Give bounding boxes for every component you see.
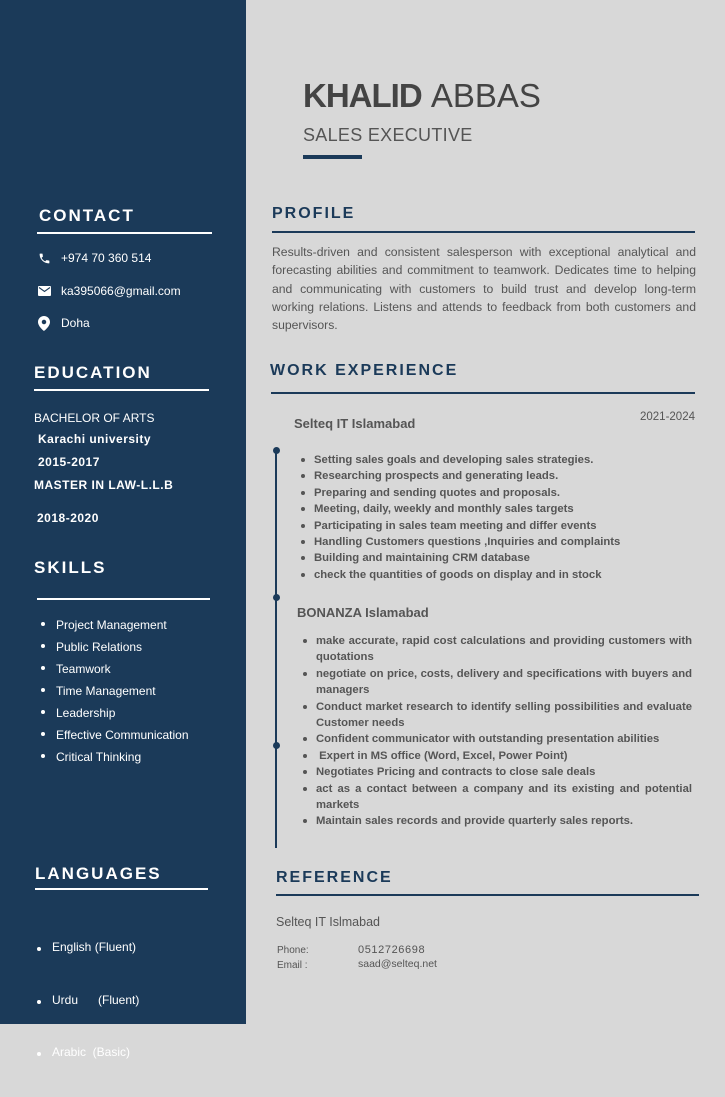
- degree-2: MASTER IN LAW-L.L.B: [34, 478, 174, 492]
- years-2: 2018-2020: [37, 511, 99, 525]
- skill-item: Teamwork: [36, 658, 189, 680]
- contact-heading: CONTACT: [39, 206, 135, 225]
- candidate-name: [303, 76, 541, 116]
- duty-item: Participating in sales team meeting and differ events: [298, 518, 698, 534]
- duty-item: make accurate, rapid cost calculations and providing customers with quotations: [300, 633, 692, 666]
- language-item: Arabic (Basic): [32, 1044, 139, 1061]
- profile-divider: [272, 231, 695, 233]
- duty-item: Negotiates Pricing and contracts to close sale deals: [300, 764, 692, 780]
- degree-1: BACHELOR OF ARTS: [34, 411, 155, 425]
- skills-heading: SKILLS: [34, 558, 107, 577]
- phone-text: +974 70 360 514: [61, 251, 152, 265]
- skills-list: [36, 614, 189, 768]
- skills-divider: [37, 598, 210, 600]
- experience-timeline: [275, 450, 277, 848]
- timeline-dot: [273, 594, 280, 601]
- duty-item: Preparing and sending quotes and proposals.: [298, 485, 698, 501]
- job-2-company: BONANZA Islamabad: [297, 605, 429, 620]
- skill-item: Time Management: [36, 680, 189, 702]
- title-accent-bar: [303, 155, 362, 159]
- duty-item: Setting sales goals and developing sales strategies.: [298, 452, 698, 468]
- job-1-dates: 2021-2024: [640, 411, 695, 423]
- education-divider: [34, 389, 209, 391]
- years-1: 2015-2017: [38, 455, 100, 469]
- skill-item: Critical Thinking: [36, 746, 189, 768]
- contact-divider: [37, 232, 212, 234]
- job-2-duties: [300, 633, 692, 830]
- contact-location: [36, 315, 90, 331]
- reference-heading: REFERENCE: [276, 869, 393, 886]
- mail-icon: [36, 283, 52, 299]
- language-item: Urdu (Fluent): [32, 992, 139, 1009]
- duty-item: negotiate on price, costs, delivery and specifications with buyers and managers: [300, 666, 692, 699]
- skill-item: Effective Communication: [36, 724, 189, 746]
- duty-item: Maintain sales records and provide quarterly sales reports.: [300, 813, 692, 829]
- languages-divider: [35, 888, 208, 890]
- profile-heading: PROFILE: [272, 205, 356, 222]
- experience-divider: [271, 392, 695, 394]
- duty-item: act as a contact between a company and its existing and potential markets: [300, 781, 692, 814]
- contact-phone: [36, 250, 151, 266]
- reference-email: saad@selteq.net: [358, 958, 437, 970]
- reference-phone: 0512726698: [358, 944, 426, 956]
- duty-item: Building and maintaining CRM database: [298, 550, 698, 566]
- location-text: Doha: [61, 316, 90, 330]
- school-1: Karachi university: [38, 432, 152, 446]
- contact-email: [36, 283, 181, 299]
- duty-item: Handling Customers questions ,Inquiries and complaints: [298, 534, 698, 550]
- timeline-dot: [273, 742, 280, 749]
- languages-heading: LANGUAGES: [35, 864, 162, 883]
- job-1-company: Selteq IT Islamabad: [294, 416, 416, 431]
- timeline-dot: [273, 447, 280, 454]
- reference-phone-label: Phone:: [277, 945, 309, 956]
- skill-item: Public Relations: [36, 636, 189, 658]
- phone-icon: [36, 250, 52, 266]
- duty-item: Expert in MS office (Word, Excel, Power Point): [300, 748, 692, 764]
- skill-item: Project Management: [36, 614, 189, 636]
- last-name: ABBAS: [430, 77, 541, 114]
- skill-item: Leadership: [36, 702, 189, 724]
- sidebar: [0, 0, 246, 1059]
- email-text: ka395066@gmail.com: [61, 284, 181, 298]
- language-item: English (Fluent): [32, 939, 139, 956]
- duty-item: Confident communicator with outstanding presentation abilities: [300, 731, 692, 747]
- profile-text: Results-driven and consistent salesperson with exceptional analytical and forecasting abilities and commitment to teamwork. Dedicates time to helping and communicating with customers to build trust and develop long-term working relations. Listens and attends to feedback from both customers and supervisors.: [272, 245, 696, 333]
- duty-item: Researching prospects and generating leads.: [298, 468, 698, 484]
- reference-divider: [276, 894, 699, 896]
- location-pin-icon: [36, 315, 52, 331]
- duty-item: Conduct market research to identify selling possibilities and evaluate Customer needs: [300, 699, 692, 732]
- job-1-duties: [298, 452, 698, 583]
- experience-heading: WORK EXPERIENCE: [270, 362, 459, 379]
- first-name: KHALID: [303, 77, 422, 114]
- reference-email-label: Email :: [277, 960, 308, 971]
- job-title: SALES EXECUTIVE: [303, 125, 473, 145]
- languages-list: [32, 903, 139, 1097]
- duty-item: check the quantities of goods on display and in stock: [298, 567, 698, 583]
- reference-company: Selteq IT Islmabad: [276, 915, 380, 929]
- duty-item: Meeting, daily, weekly and monthly sales targets: [298, 501, 698, 517]
- education-heading: EDUCATION: [34, 363, 152, 382]
